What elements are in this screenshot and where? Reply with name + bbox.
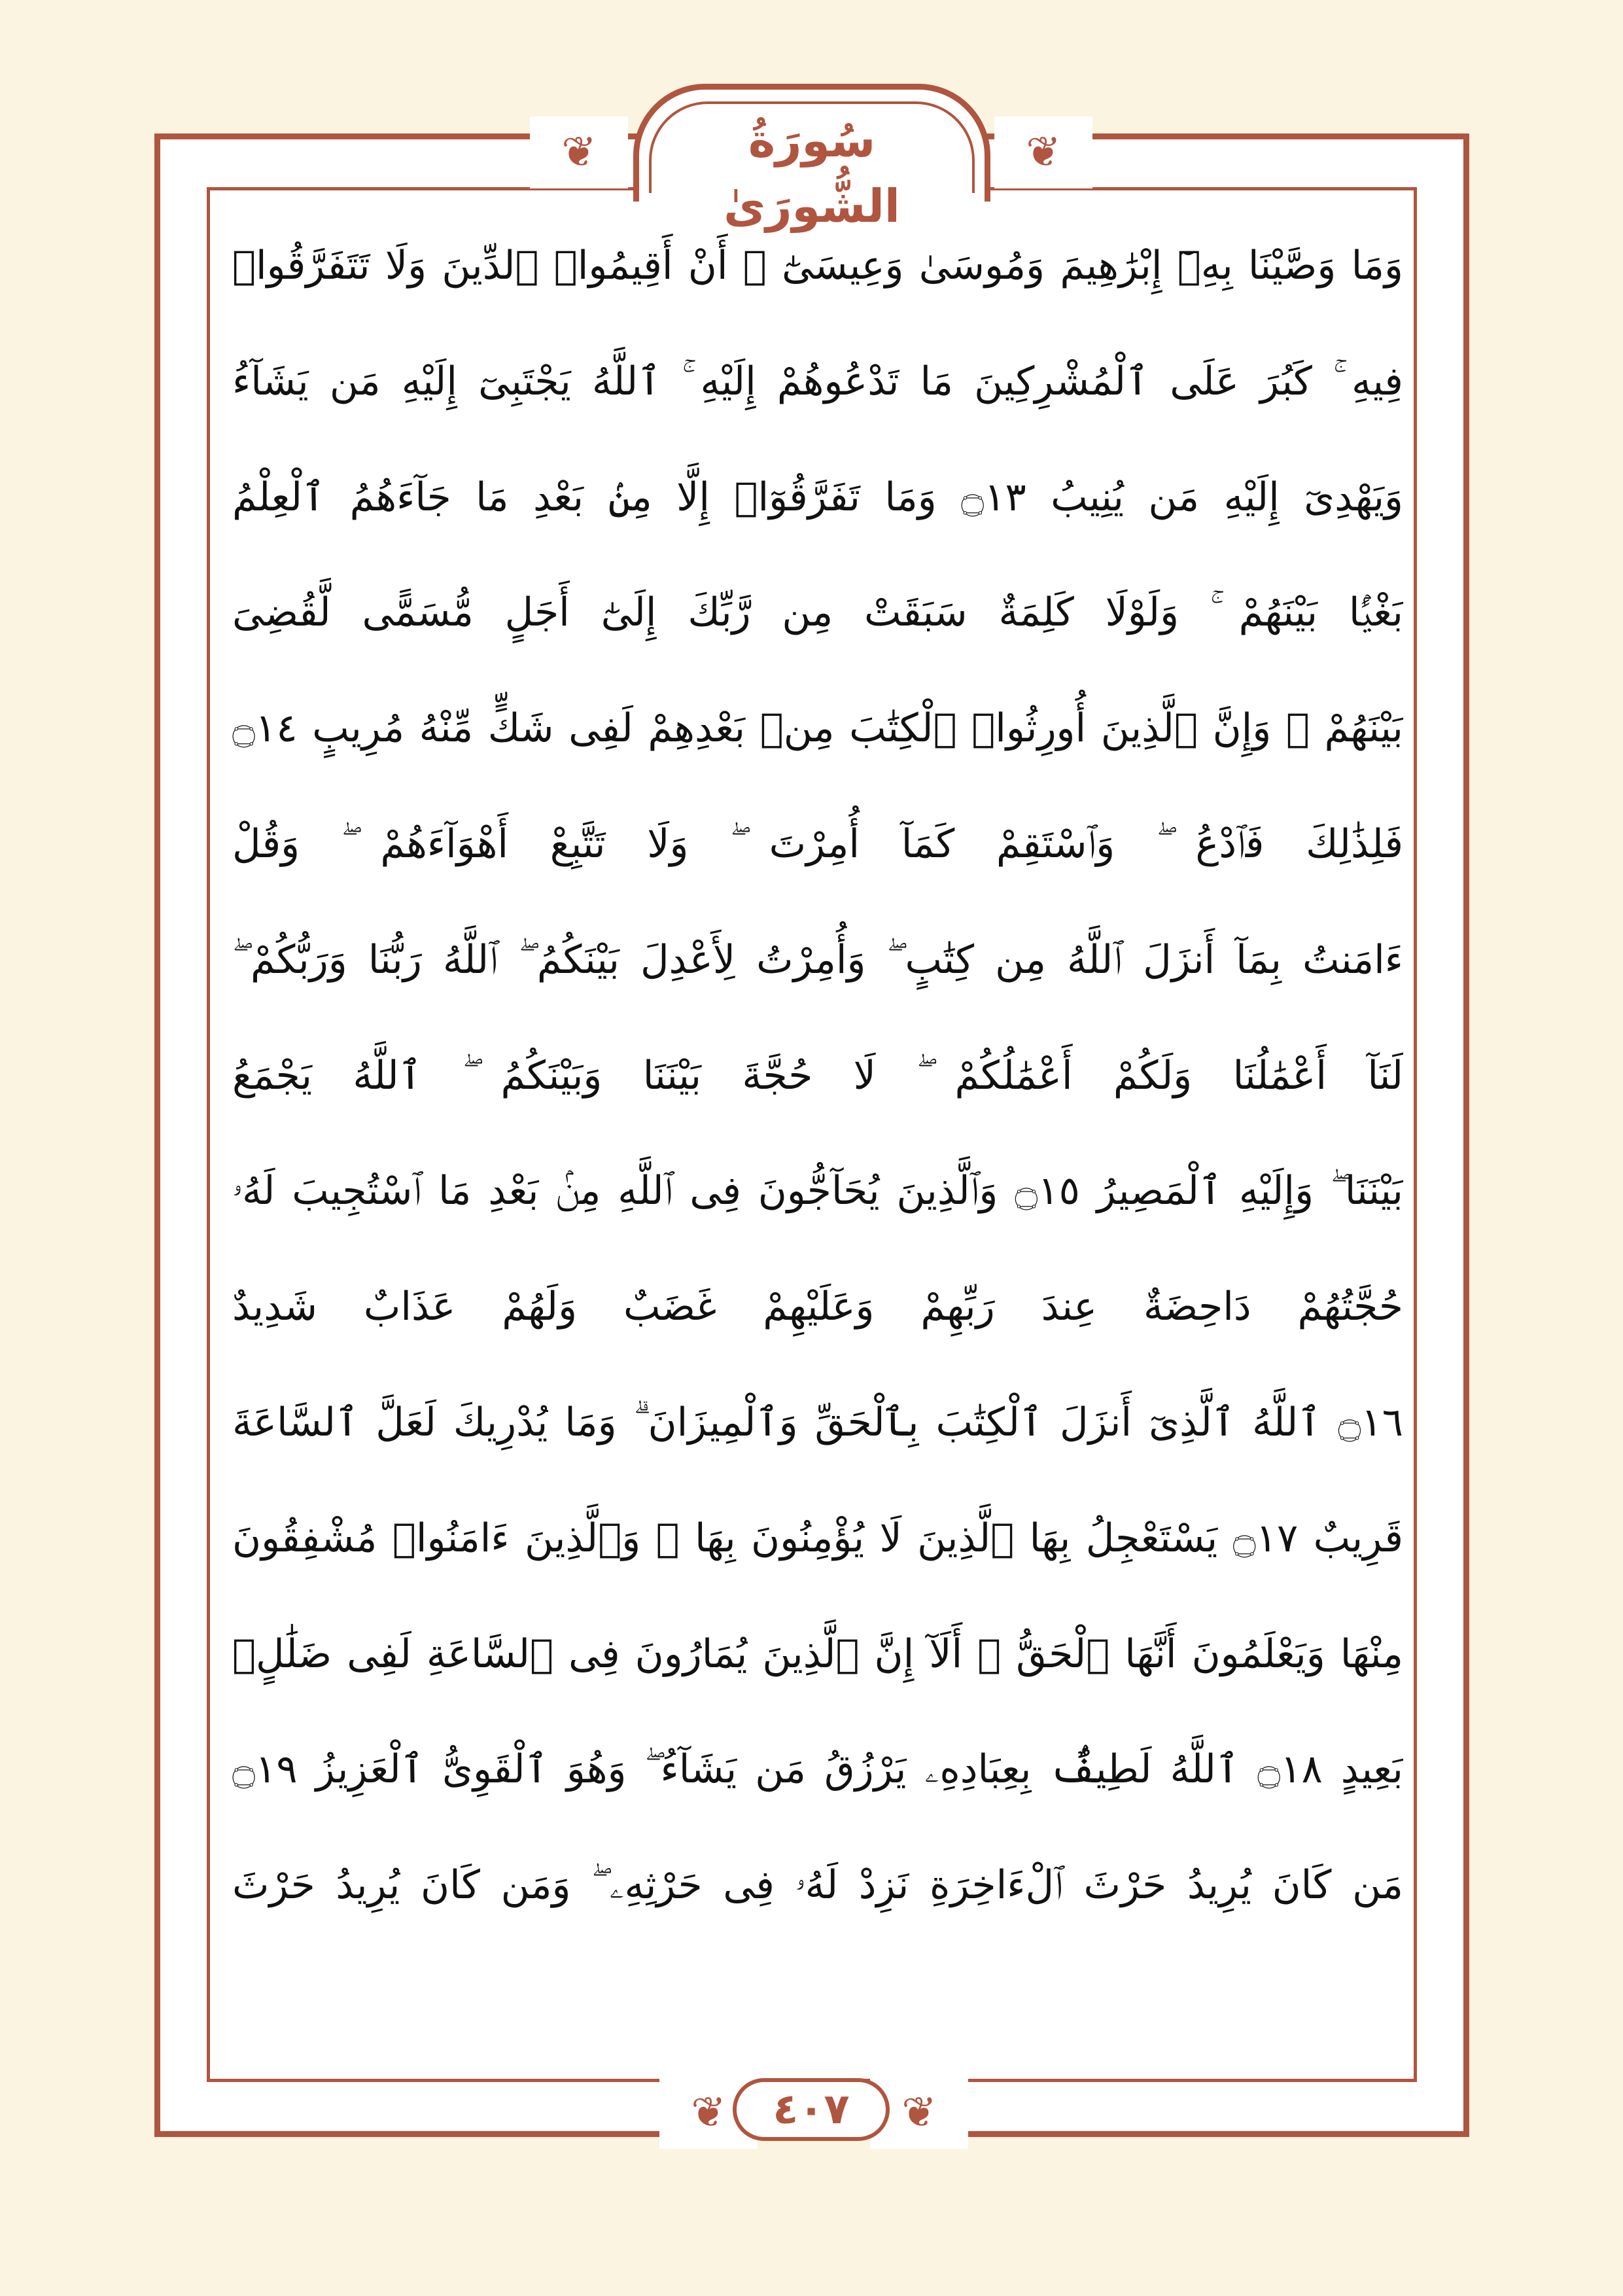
text-line: بَيْنَهُمْ ۚ وَإِنَّ ٱلَّذِينَ أُورِثُوا۟ ٱلْكِتَٰبَ مِنۢ بَعْدِهِمْ لَفِى شَكٍّ مِّنْهُ مُرِيبٍ ۝١٤ xyxy=(232,705,1403,752)
text-line: حُجَّتُهُمْ دَاحِضَةٌ عِندَ رَبِّهِمْ وَعَلَيْهِمْ غَضَبٌ وَلَهُمْ عَذَابٌ شَدِيدٌ xyxy=(232,1284,1403,1330)
text-line: مَن كَانَ يُرِيدُ حَرْثَ ٱلْءَاخِرَةِ نَزِدْ لَهُۥ فِى حَرْثِهِۦ ۖ وَمَن كَانَ يُرِيدُ حَرْثَ xyxy=(232,1862,1403,1909)
text-line: مِنْهَا وَيَعْلَمُونَ أَنَّهَا ٱلْحَقُّ ۗ أَلَآ إِنَّ ٱلَّذِينَ يُمَارُونَ فِى ٱلسَّاعَةِ لَفِى ضَلَٰلٍۭ xyxy=(232,1631,1403,1677)
text-line: بَعِيدٍ ۝١٨ ٱللَّهُ لَطِيفٌۢ بِعِبَادِهِۦ يَرْزُقُ مَن يَشَآءُ ۖ وَهُوَ ٱلْقَوِىُّ ٱلْعَزِيزُ ۝١٩ xyxy=(232,1746,1403,1793)
text-line: بَغْيًۢا بَيْنَهُمْ ۚ وَلَوْلَا كَلِمَةٌ سَبَقَتْ مِن رَّبِّكَ إِلَىٰٓ أَجَلٍ مُّسَمًّى لَّقُضِىَ xyxy=(232,590,1403,636)
surah-title: سُورَةُ الشُّورَىٰ xyxy=(724,114,900,233)
right-ornament-icon: ❦ xyxy=(994,116,1092,188)
text-line: ۝١٦ ٱللَّهُ ٱلَّذِىٓ أَنزَلَ ٱلْكِتَٰبَ بِٱلْحَقِّ وَٱلْمِيزَانَ ۗ وَمَا يُدْرِيكَ لَعَلَّ ٱلسَّاعَةَ xyxy=(232,1399,1403,1445)
text-line: ءَامَنتُ بِمَآ أَنزَلَ ٱللَّهُ مِن كِتَٰبٍ ۖ وَأُمِرْتُ لِأَعْدِلَ بَيْنَكُمُ ۖ ٱللَّهُ رَبُّنَا وَرَبُّكُمْ ۖ xyxy=(232,936,1403,983)
text-line: فِيهِ ۚ كَبُرَ عَلَى ٱلْمُشْرِكِينَ مَا تَدْعُوهُمْ إِلَيْهِ ۚ ٱللَّهُ يَجْتَبِىٓ إِلَيْهِ مَن يَشَآءُ xyxy=(232,358,1403,404)
text-line: فَلِذَٰلِكَ فَٱدْعُ ۖ وَٱسْتَقِمْ كَمَآ أُمِرْتَ ۖ وَلَا تَتَّبِعْ أَهْوَآءَهُمْ ۖ وَقُلْ xyxy=(232,821,1403,867)
text-line: قَرِيبٌ ۝١٧ يَسْتَعْجِلُ بِهَا ٱلَّذِينَ لَا يُؤْمِنُونَ بِهَا ۖ وَٱلَّذِينَ ءَامَنُوا۟ مُشْفِقُونَ xyxy=(232,1515,1403,1561)
text-line: وَمَا وَصَّيْنَا بِهِۦٓ إِبْرَٰهِيمَ وَمُوسَىٰ وَعِيسَىٰٓ ۖ أَنْ أَقِيمُوا۟ ٱلدِّينَ وَلَا تَتَفَرَّقُوا۟ xyxy=(232,243,1403,289)
left-ornament-icon: ❦ xyxy=(530,116,628,188)
page-number: ٤٠٧ xyxy=(773,2085,850,2134)
footer-left-ornament-icon: ❦ xyxy=(659,2077,758,2149)
quran-text-block xyxy=(232,208,1403,2060)
text-line: لَنَآ أَعْمَٰلُنَا وَلَكُمْ أَعْمَٰلُكُمْ ۖ لَا حُجَّةَ بَيْنَنَا وَبَيْنَكُمُ ۖ ٱللَّهُ يَجْمَعُ xyxy=(232,1052,1403,1099)
footer-right-ornament-icon: ❦ xyxy=(870,2077,968,2149)
text-line: وَيَهْدِىٓ إِلَيْهِ مَن يُنِيبُ ۝١٣ وَمَا تَفَرَّقُوٓا۟ إِلَّا مِنۢ بَعْدِ مَا جَآءَهُمُ ٱلْعِلْمُ xyxy=(232,474,1403,520)
text-line: بَيْنَنَا ۖ وَإِلَيْهِ ٱلْمَصِيرُ ۝١٥ وَٱلَّذِينَ يُحَآجُّونَ فِى ٱللَّهِ مِنۢ بَعْدِ مَا ٱسْتُجِيبَ لَهُۥ xyxy=(232,1168,1403,1214)
